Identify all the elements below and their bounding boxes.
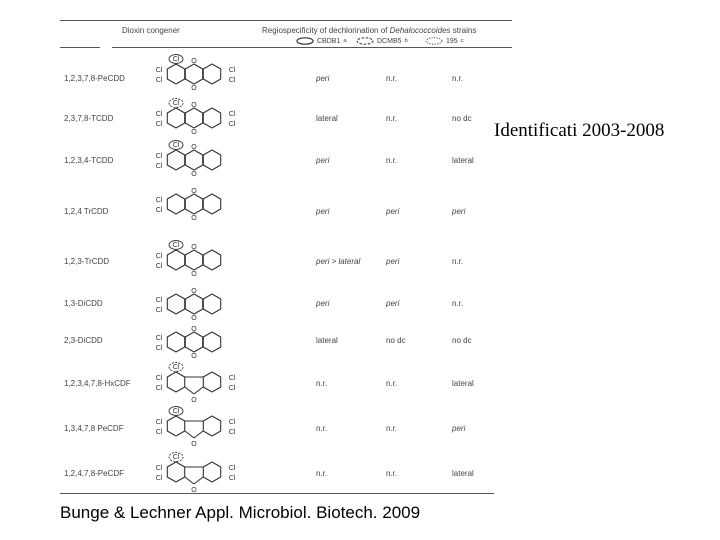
oxygen-label: O xyxy=(191,144,197,151)
dibenzofuran-structure-icon xyxy=(152,450,242,494)
chlorine-label: Cl xyxy=(155,111,163,118)
chlorine-label: Cl xyxy=(228,475,236,482)
dibenzofuran-structure-icon xyxy=(152,360,242,404)
congener-name: 1,3,4,7,8 PeCDF xyxy=(64,424,124,433)
strain-dcmb5-value: peri xyxy=(386,207,400,216)
table-row xyxy=(60,96,490,138)
strain-cbdb1-value: n.r. xyxy=(316,424,328,433)
strain-195-value: no dc xyxy=(452,336,472,345)
strain-dcmb5-value: peri xyxy=(386,299,400,308)
chlorine-label: Cl xyxy=(172,56,180,63)
chlorine-label: Cl xyxy=(228,429,236,436)
strain-dcmb5-value: no dc xyxy=(386,336,406,345)
table-left-stub-rule xyxy=(60,47,100,48)
chlorine-label: Cl xyxy=(155,375,163,382)
column-header-congener-text: Dioxin congener xyxy=(122,26,180,35)
strain-dcmb5-value: n.r. xyxy=(386,156,398,165)
column-header-regiospecificity xyxy=(262,26,476,35)
strain-cbdb1-value: peri xyxy=(316,299,330,308)
strain-footnote: c xyxy=(460,38,464,44)
oxygen-label: O xyxy=(191,441,197,448)
legend-strain-cbdb1 xyxy=(296,37,347,45)
solid-ellipse-icon xyxy=(296,37,314,45)
chlorine-label: Cl xyxy=(228,465,236,472)
strain-cbdb1-value: n.r. xyxy=(316,469,328,478)
table-row xyxy=(60,450,490,492)
table-row xyxy=(60,360,490,402)
strain-195-value: lateral xyxy=(452,379,474,388)
table-row xyxy=(60,52,490,94)
strain-195-value: peri xyxy=(452,424,466,433)
chlorine-label: Cl xyxy=(172,100,180,107)
congener-name: 1,2,4 TrCDD xyxy=(64,207,109,216)
citation: Bunge & Lechner Appl. Microbiol. Biotech. 2009 xyxy=(60,503,421,522)
congener-name: 2,3,7,8-TCDD xyxy=(64,114,114,123)
chlorine-label: Cl xyxy=(155,385,163,392)
strain-195-value: lateral xyxy=(452,469,474,478)
oxygen-label: O xyxy=(191,129,197,136)
chlorine-label: Cl xyxy=(155,297,163,304)
chlorine-label: Cl xyxy=(228,385,236,392)
chlorine-label: Cl xyxy=(155,163,163,170)
chlorine-label: Cl xyxy=(155,67,163,74)
chlorine-label: Cl xyxy=(155,207,163,214)
chlorine-label: Cl xyxy=(155,335,163,342)
dibenzodioxin-structure-icon xyxy=(152,320,242,364)
strain-dcmb5-value: peri xyxy=(386,257,400,266)
congener-name: 1,2,3-TrCDD xyxy=(64,257,110,266)
strain-195-value: n.r. xyxy=(452,299,464,308)
strain-cbdb1-value: lateral xyxy=(316,336,338,345)
chlorine-label: Cl xyxy=(155,153,163,160)
chlorine-label: Cl xyxy=(155,263,163,270)
oxygen-label: O xyxy=(191,353,197,360)
table-row xyxy=(60,320,490,362)
table-bottom-rule xyxy=(60,493,494,494)
column-header-congener xyxy=(122,26,180,35)
chlorine-label: Cl xyxy=(228,111,236,118)
dotted-ellipse-icon xyxy=(425,37,443,45)
congener-name: 1,2,3,7,8-PeCDD xyxy=(64,74,125,83)
chlorine-label: Cl xyxy=(228,121,236,128)
chlorine-label: Cl xyxy=(155,197,163,204)
strain-cbdb1-value: peri xyxy=(316,207,330,216)
congener-name: 1,2,3,4-TCDD xyxy=(64,156,114,165)
chlorine-label: Cl xyxy=(155,475,163,482)
chlorine-label: Cl xyxy=(172,242,180,249)
column-header-regio-prefix: Regiospecificity of dechlorination of xyxy=(262,26,390,35)
oxygen-label: O xyxy=(191,102,197,109)
chlorine-label: Cl xyxy=(172,364,180,371)
strain-dcmb5-value: n.r. xyxy=(386,379,398,388)
chlorine-label: Cl xyxy=(155,121,163,128)
strain-cbdb1-value: peri xyxy=(316,156,330,165)
dibenzodioxin-structure-icon xyxy=(152,182,242,226)
strain-195-value: no dc xyxy=(452,114,472,123)
strain-195-value: peri xyxy=(452,207,466,216)
chlorine-label: Cl xyxy=(228,419,236,426)
oxygen-label: O xyxy=(191,397,197,404)
chlorine-label: Cl xyxy=(228,375,236,382)
chlorine-label: Cl xyxy=(155,429,163,436)
table-row xyxy=(60,282,490,324)
oxygen-label: O xyxy=(191,271,197,278)
oxygen-label: O xyxy=(191,288,197,295)
dibenzodioxin-structure-icon xyxy=(152,238,242,282)
chlorine-label: Cl xyxy=(155,253,163,260)
chlorine-label: Cl xyxy=(155,307,163,314)
chlorine-label: Cl xyxy=(228,77,236,84)
chlorine-label: Cl xyxy=(155,419,163,426)
strain-dcmb5-value: n.r. xyxy=(386,74,398,83)
strain-cbdb1-value: lateral xyxy=(316,114,338,123)
chlorine-label: Cl xyxy=(228,67,236,74)
strain-cbdb1-value: peri > lateral xyxy=(316,257,361,266)
strain-footnote: b xyxy=(404,38,408,44)
strain-footnote: a xyxy=(343,38,347,44)
strain-dcmb5-value: n.r. xyxy=(386,424,398,433)
dibenzodioxin-structure-icon xyxy=(152,52,242,96)
table-row xyxy=(60,238,490,280)
legend-strain-195 xyxy=(425,37,464,45)
oxygen-label: O xyxy=(191,188,197,195)
congener-name: 1,2,3,4,7,8-HxCDF xyxy=(64,379,131,388)
table-top-rule xyxy=(60,20,512,21)
strain-195-value: n.r. xyxy=(452,74,464,83)
table-row xyxy=(60,138,490,180)
legend-strain-dcmb5 xyxy=(356,37,408,45)
strain-dcmb5-value: n.r. xyxy=(386,114,398,123)
congener-name: 2,3-DiCDD xyxy=(64,336,103,345)
oxygen-label: O xyxy=(191,244,197,251)
oxygen-label: O xyxy=(191,315,197,322)
strain-name: DCMB5 xyxy=(377,37,402,45)
table-row xyxy=(60,404,490,446)
chlorine-label: Cl xyxy=(155,465,163,472)
table-row xyxy=(60,182,490,224)
oxygen-label: O xyxy=(191,171,197,178)
strain-name: 195 xyxy=(446,37,458,45)
column-header-regio-species: Dehalococcoides xyxy=(389,26,451,35)
chlorine-label: Cl xyxy=(172,408,180,415)
dibenzodioxin-structure-icon xyxy=(152,96,242,140)
strain-cbdb1-value: n.r. xyxy=(316,379,328,388)
oxygen-label: O xyxy=(191,85,197,92)
chlorine-label: Cl xyxy=(155,345,163,352)
strain-dcmb5-value: n.r. xyxy=(386,469,398,478)
chlorine-label: Cl xyxy=(172,454,180,461)
strain-195-value: lateral xyxy=(452,156,474,165)
dibenzodioxin-structure-icon xyxy=(152,138,242,182)
oxygen-label: O xyxy=(191,58,197,65)
side-title: Identificati 2003-2008 xyxy=(494,120,665,141)
congener-name: 1,2,4,7,8-PeCDF xyxy=(64,469,125,478)
congener-name: 1,3-DiCDD xyxy=(64,299,103,308)
dibenzofuran-structure-icon xyxy=(152,404,242,448)
oxygen-label: O xyxy=(191,215,197,222)
oxygen-label: O xyxy=(191,326,197,333)
strain-name: CBDB1 xyxy=(317,37,341,45)
strain-195-value: n.r. xyxy=(452,257,464,266)
strain-cbdb1-value: peri xyxy=(316,74,330,83)
column-header-regio-suffix: strains xyxy=(450,26,477,35)
table-header-rule xyxy=(112,47,512,48)
chlorine-label: Cl xyxy=(155,77,163,84)
dashed-ellipse-icon xyxy=(356,37,374,45)
chlorine-label: Cl xyxy=(172,142,180,149)
oxygen-label: O xyxy=(191,487,197,494)
